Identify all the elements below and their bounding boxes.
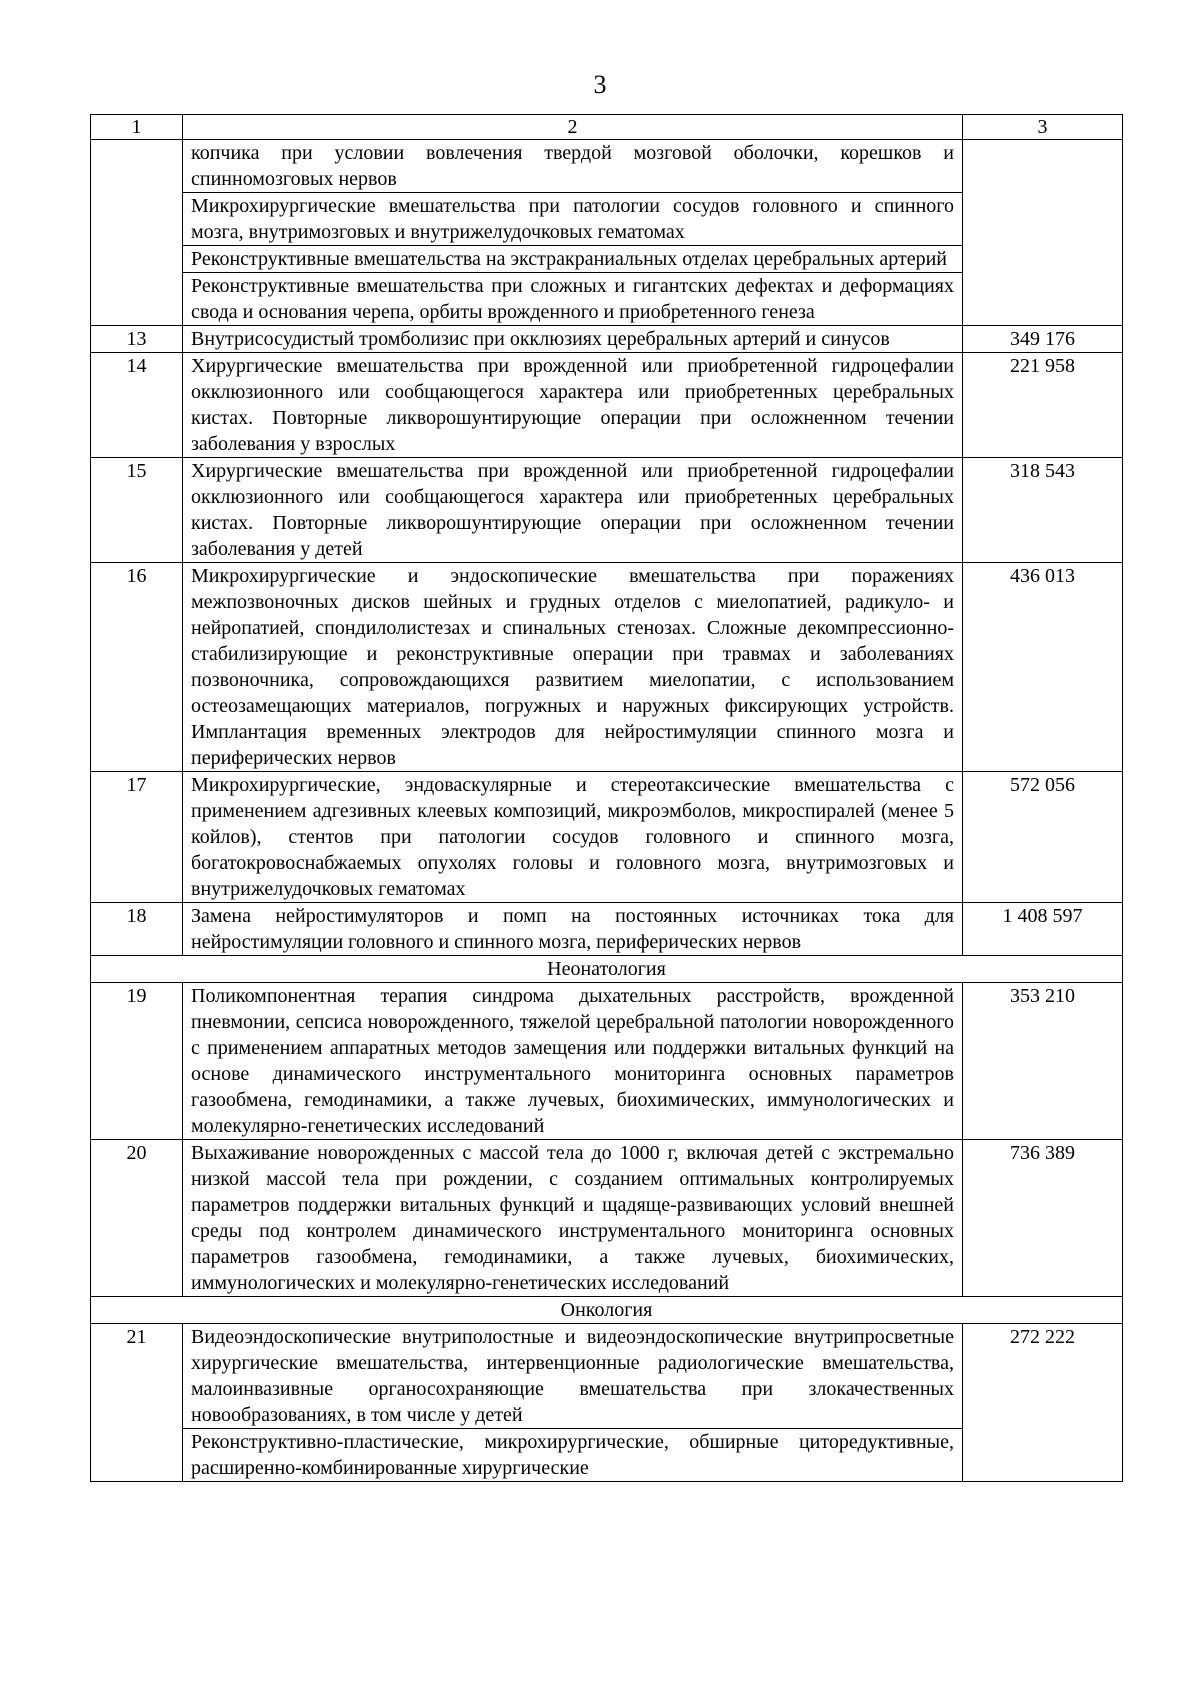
row-number-empty (91, 140, 183, 326)
table-row (91, 353, 1123, 458)
row-number: 21 (91, 1324, 183, 1482)
table-row (91, 458, 1123, 563)
table-row (91, 326, 1123, 353)
row-description: Хирургические вмешательства при врожденной или приобретенной гидроцефалии окклюзионного или сообщающегося характера или приобретенных церебральных кистах. Повторные ликворошунтирующие операции при осложненном течении заболевания у детей (183, 458, 963, 563)
row-number: 15 (91, 458, 183, 563)
row-price: 272 222 (963, 1324, 1123, 1482)
row-description: Замена нейростимуляторов и помп на постоянных источниках тока для нейростимуляции головного и спинного мозга, периферических нервов (183, 903, 963, 956)
row-price: 736 389 (963, 1140, 1123, 1297)
row-description: копчика при условии вовлечения твердой мозговой оболочки, корешков и спинномозговых нервов (191, 142, 954, 190)
tariff-table (90, 114, 1123, 1482)
row-description: Хирургические вмешательства при врожденной или приобретенной гидроцефалии окклюзионного или сообщающегося характера или приобретенных церебральных кистах. Повторные ликворошунтирующие операции при осложненном течении заболевания у взрослых (183, 353, 963, 458)
page-number: 3 (593, 70, 607, 99)
row-number: 14 (91, 353, 183, 458)
table-row (91, 563, 1123, 772)
table-header-row (91, 115, 1123, 140)
row-number: 19 (91, 983, 183, 1140)
row-description: Реконструктивные вмешательства на экстракраниальных отделах церебральных артерий (183, 245, 962, 272)
section-row-neonatology (91, 956, 1123, 983)
row-description: Внутрисосудистый тромболизис при окклюзиях церебральных артерий и синусов (183, 326, 963, 353)
row-number: 13 (91, 326, 183, 353)
table-row-continuation (91, 140, 1123, 326)
row-description: Реконструктивные вмешательства при сложных и гигантских дефектах и деформациях свода и основания черепа, орбиты врожденного и приобретенного генеза (183, 272, 962, 325)
table-row (91, 903, 1123, 956)
table-row (91, 983, 1123, 1140)
row-price: 1 408 597 (963, 903, 1123, 956)
row-price: 353 210 (963, 983, 1123, 1140)
section-row-oncology (91, 1297, 1123, 1324)
header-col-1: 1 (91, 115, 183, 140)
row-description: Выхаживание новорожденных с массой тела до 1000 г, включая детей с экстремально низкой массой тела при рождении, с созданием оптимальных контролируемых параметров поддержки витальных функций и щадяще-развивающих условий внешней среды под контролем динамического инструментального мониторинга основных параметров газообмена, гемодинамики, а также лучевых, биохимических, иммунологических и молекулярно-генетических исследований (183, 1140, 963, 1297)
table-row (91, 772, 1123, 903)
table-row (91, 1140, 1123, 1297)
row-description: Микрохирургические вмешательства при патологии сосудов головного и спинного мозга, внутримозговых и внутрижелудочковых гематомах (183, 192, 962, 245)
row-price: 349 176 (963, 326, 1123, 353)
row-price: 572 056 (963, 772, 1123, 903)
header-col-2: 2 (183, 115, 963, 140)
section-title: Онкология (91, 1297, 1123, 1324)
section-title: Неонатология (91, 956, 1123, 983)
table-row (91, 1324, 1123, 1482)
row-price: 436 013 (963, 563, 1123, 772)
row-description: Реконструктивно-пластические, микрохирургические, обширные циторедуктивные, расширенно-комбинированные хирургические (183, 1428, 962, 1481)
row-price: 318 543 (963, 458, 1123, 563)
row-description: Видеоэндоскопические внутриполостные и видеоэндоскопические внутрипросветные хирургические вмешательства, интервенционные радиологические вмешательства, малоинвазивные органосохраняющие вмешательства при злокачественных новообразованиях, в том числе у детей (191, 1326, 954, 1426)
row-description: Поликомпонентная терапия синдрома дыхательных расстройств, врожденной пневмонии, сепсиса новорожденного, тяжелой церебральной патологии новорожденного с применением аппаратных методов замещения или поддержки витальных функций на основе динамического инструментального мониторинга основных параметров газообмена, гемодинамики, а также лучевых, биохимических, иммунологических и молекулярно-генетических исследований (183, 983, 963, 1140)
row-description: Микрохирургические, эндоваскулярные и стереотаксические вмешательства с применением адгезивных клеевых композиций, микроэмболов, микроспиралей (менее 5 койлов), стентов при патологии сосудов головного и спинного мозга, богатокровоснабжаемых опухолях головы и головного мозга, внутримозговых и внутрижелудочковых гематомах (183, 772, 963, 903)
header-col-3: 3 (963, 115, 1123, 140)
row-price: 221 958 (963, 353, 1123, 458)
row-number: 17 (91, 772, 183, 903)
row-number: 20 (91, 1140, 183, 1297)
row-number: 16 (91, 563, 183, 772)
row-number: 18 (91, 903, 183, 956)
row-description-group (183, 1324, 963, 1482)
row-description: Микрохирургические и эндоскопические вмешательства при поражениях межпозвоночных дисков шейных и грудных отделов с миелопатией, радикуло- и нейропатией, спондилолистезах и спинальных стенозах. Сложные декомпрессионно-стабилизирующие и реконструктивные операции при травмах и заболеваниях позвоночника, сопровождающихся развитием миелопатии, с использованием остеозамещающих материалов, погружных и наружных фиксирующих устройств. Имплантация временных электродов для нейростимуляции спинного мозга и периферических нервов (183, 563, 963, 772)
row-description-group (183, 140, 963, 326)
row-price-empty (963, 140, 1123, 326)
